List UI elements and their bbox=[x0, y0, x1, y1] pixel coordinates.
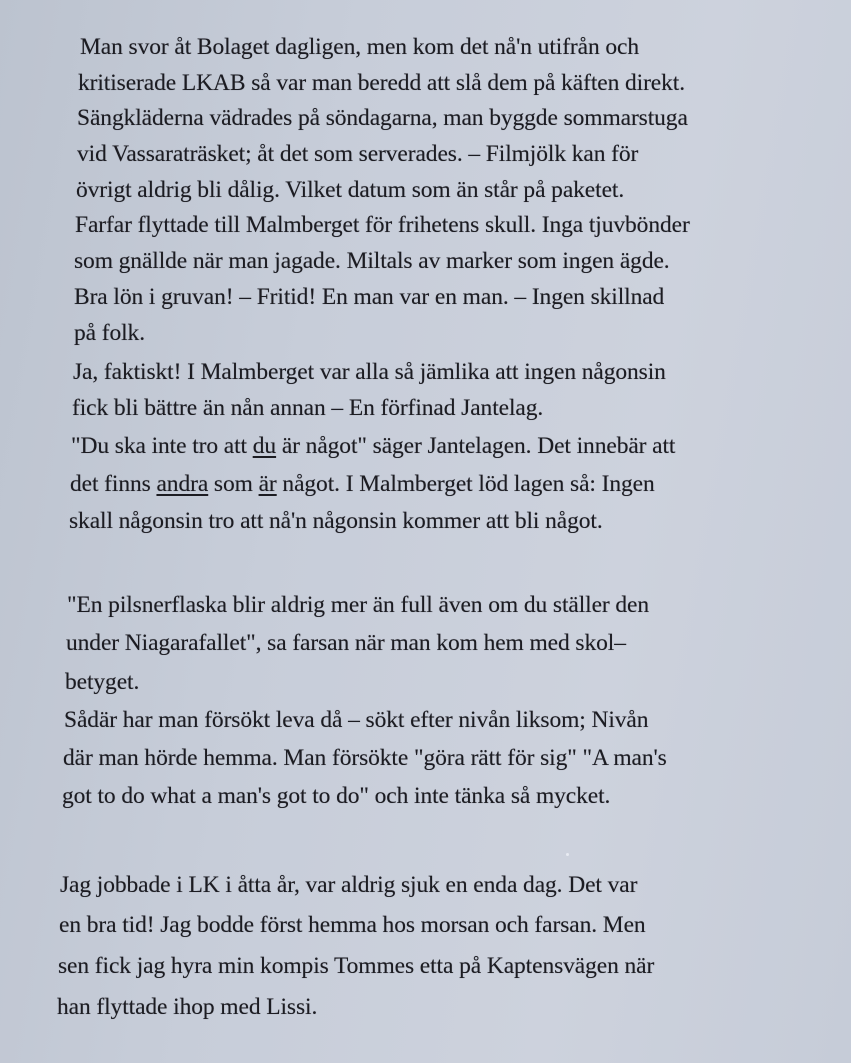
text-line-andra bbox=[70, 469, 655, 499]
text-line: Jag jobbade i LK i åtta år, var aldrig sjuk en enda dag. Det var bbox=[60, 872, 638, 898]
text-segment: "Du ska inte tro att bbox=[71, 433, 253, 459]
text-line: Man svor åt Bolaget dagligen, men kom det nå'n utifrån och bbox=[80, 34, 640, 60]
text-line: där man hörde hemma. Man försökte "göra rätt för sig" "A man's bbox=[63, 745, 667, 771]
text-line: övrigt aldrig bli dålig. Vilket datum som än står på paketet. bbox=[76, 177, 625, 203]
text-line: kritiserade LKAB så var man beredd att slå dem på käften direkt. bbox=[78, 70, 685, 96]
text-line: på folk. bbox=[74, 320, 145, 346]
text-segment: är något" säger Jantelagen. Det innebär att bbox=[276, 433, 676, 459]
text-segment: något. I Malmberget löd lagen så: Ingen bbox=[276, 471, 655, 497]
underlined-word-ar: är bbox=[258, 471, 277, 497]
text-line: som gnällde när man jagade. Miltals av marker som ingen ägde. bbox=[74, 248, 670, 274]
text-line: Sådär har man försökt leva då – sökt efter nivån liksom; Nivån bbox=[64, 707, 649, 733]
text-line: Ja, faktiskt! I Malmberget var alla så jämlika att ingen någonsin bbox=[73, 359, 666, 385]
underlined-word-du: du bbox=[252, 433, 277, 459]
text-line: betyget. bbox=[65, 669, 140, 695]
text-line-jantelagen bbox=[71, 431, 675, 461]
text-line: skall någonsin tro att nå'n någonsin kommer att bli något. bbox=[69, 508, 603, 534]
text-line: vid Vassaraträsket; åt det som serverades. – Filmjölk kan för bbox=[77, 141, 639, 167]
text-segment: det finns bbox=[70, 471, 157, 497]
text-line: got to do what a man's got to do" och inte tänka så mycket. bbox=[62, 783, 611, 809]
underlined-word-andra: andra bbox=[156, 471, 209, 497]
text-line: under Niagarafallet", sa farsan när man kom hem med skol– bbox=[66, 630, 626, 656]
text-line: Bra lön i gruvan! – Fritid! En man var en man. – Ingen skillnad bbox=[74, 284, 665, 310]
text-line: han flyttade ihop med Lissi. bbox=[57, 994, 318, 1020]
text-segment: som bbox=[208, 471, 259, 497]
text-line: fick bli bättre än nån annan – En förfinad Jantelag. bbox=[72, 395, 544, 421]
text-line: Farfar flyttade till Malmberget för frihetens skull. Inga tjuvbönder bbox=[75, 212, 690, 238]
text-line: sen fick jag hyra min kompis Tommes etta på Kaptensvägen när bbox=[58, 953, 655, 979]
paper-speck bbox=[566, 853, 569, 856]
text-line: en bra tid! Jag bodde först hemma hos morsan och farsan. Men bbox=[59, 912, 646, 938]
text-line: Sängkläderna vädrades på söndagarna, man byggde sommarstuga bbox=[77, 105, 688, 131]
text-line: "En pilsnerflaska blir aldrig mer än full även om du ställer den bbox=[67, 592, 650, 618]
